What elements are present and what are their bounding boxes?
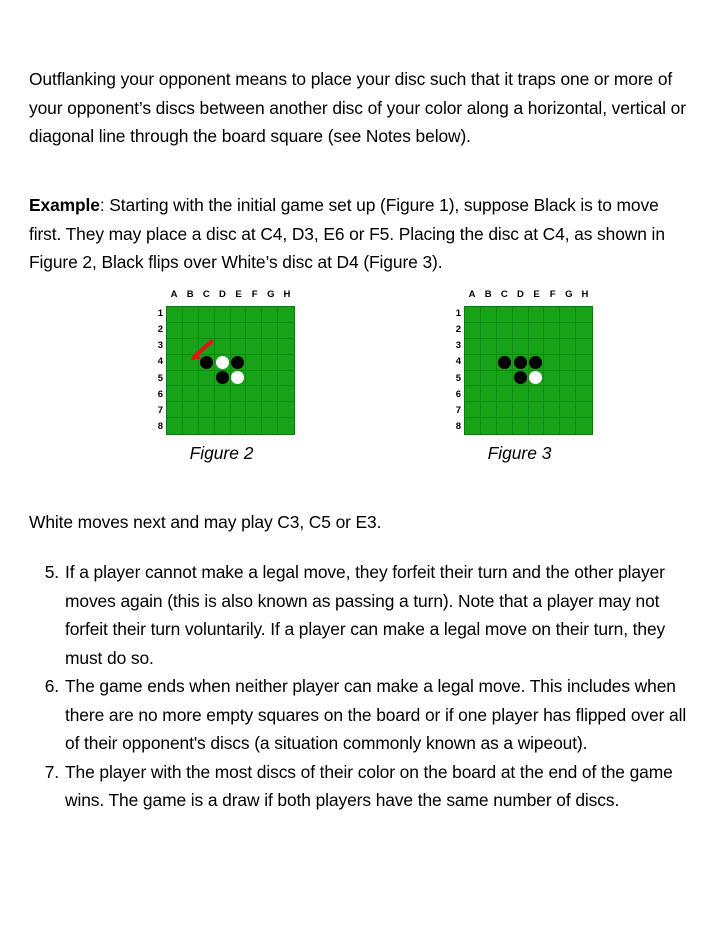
board-square — [246, 323, 262, 339]
board-square — [262, 339, 278, 355]
board-square — [215, 418, 231, 434]
board-square — [497, 386, 513, 402]
board-square — [262, 402, 278, 418]
board-square — [513, 339, 529, 355]
board-square — [513, 355, 529, 371]
row-label: 6 — [455, 388, 461, 400]
board-square — [183, 371, 199, 387]
rule-item — [29, 758, 693, 815]
board-square — [262, 323, 278, 339]
column-label: F — [549, 289, 556, 300]
rule-number: 7. — [44, 761, 59, 782]
board-square — [278, 402, 294, 418]
board-square — [576, 323, 592, 339]
column-label: F — [251, 289, 258, 300]
column-label: B — [186, 289, 194, 300]
figure-2-row-labels — [148, 306, 163, 435]
board-square — [465, 355, 481, 371]
board-square — [183, 418, 199, 434]
black-disc — [498, 356, 511, 369]
othello-board-figure-3 — [464, 306, 593, 435]
board-square — [262, 355, 278, 371]
board-square — [576, 418, 592, 434]
board-square — [465, 386, 481, 402]
rule-item — [29, 558, 693, 672]
board-square — [529, 339, 545, 355]
board-square — [560, 307, 576, 323]
board-square — [465, 339, 481, 355]
board-square — [465, 418, 481, 434]
white-disc — [231, 371, 244, 384]
board-square — [513, 307, 529, 323]
board-square — [560, 386, 576, 402]
board-square — [560, 371, 576, 387]
row-label: 3 — [157, 340, 163, 352]
column-label: C — [202, 289, 210, 300]
board-square — [215, 402, 231, 418]
board-square — [246, 418, 262, 434]
board-square — [215, 371, 231, 387]
board-square — [513, 323, 529, 339]
board-square — [576, 307, 592, 323]
board-square — [246, 371, 262, 387]
board-square — [576, 371, 592, 387]
board-square — [262, 371, 278, 387]
board-square — [167, 371, 183, 387]
row-label: 4 — [157, 356, 163, 368]
column-label: G — [267, 289, 275, 300]
board-square — [262, 418, 278, 434]
board-square — [465, 402, 481, 418]
row-label: 2 — [157, 324, 163, 336]
row-label: 7 — [157, 404, 163, 416]
board-square — [183, 323, 199, 339]
board-square — [199, 339, 215, 355]
board-square — [246, 355, 262, 371]
board-square — [167, 386, 183, 402]
rule-number: 6. — [44, 676, 59, 696]
board-square — [183, 339, 199, 355]
board-square — [481, 402, 497, 418]
figure-2-column-labels — [166, 288, 295, 304]
board-square — [544, 418, 560, 434]
row-label: 2 — [455, 324, 461, 336]
board-square — [465, 371, 481, 387]
board-square — [529, 418, 545, 434]
board-square — [199, 307, 215, 323]
rule-item — [29, 672, 693, 758]
board-square — [278, 386, 294, 402]
black-disc — [231, 356, 244, 369]
column-label: A — [468, 289, 476, 300]
board-square — [544, 339, 560, 355]
board-square — [529, 402, 545, 418]
board-square — [246, 307, 262, 323]
row-label: 1 — [157, 308, 163, 319]
board-square — [215, 355, 231, 371]
board-square — [529, 323, 545, 339]
rule-text: The player with the most discs of their color on the board at the end of the game wins. The game is a draw if both players have the same number of discs. — [65, 761, 673, 810]
black-disc — [216, 371, 229, 384]
board-square — [544, 386, 560, 402]
board-square — [497, 402, 513, 418]
board-square — [231, 418, 247, 434]
figure-2 — [148, 288, 295, 463]
board-square — [560, 418, 576, 434]
rule-number: 5. — [44, 562, 59, 582]
board-square — [560, 339, 576, 355]
board-square — [544, 371, 560, 387]
column-label: B — [484, 289, 492, 300]
board-square — [278, 339, 294, 355]
board-square — [497, 339, 513, 355]
othello-board-figure-2 — [166, 306, 295, 435]
board-square — [497, 371, 513, 387]
board-square — [481, 386, 497, 402]
figure-3-row-labels — [446, 306, 461, 435]
board-square — [246, 339, 262, 355]
board-square — [231, 307, 247, 323]
figures-row — [0, 288, 720, 478]
board-square — [576, 402, 592, 418]
row-label: 8 — [455, 420, 461, 432]
black-disc — [529, 356, 542, 369]
board-square — [262, 386, 278, 402]
board-square — [481, 339, 497, 355]
white-disc — [216, 356, 229, 369]
board-square — [481, 323, 497, 339]
board-square — [278, 371, 294, 387]
board-square — [544, 323, 560, 339]
board-square — [497, 323, 513, 339]
paragraph-example — [29, 191, 693, 277]
board-square — [544, 402, 560, 418]
column-label: D — [219, 289, 226, 300]
rules-list — [29, 558, 693, 815]
board-square — [529, 371, 545, 387]
example-label: Example — [29, 195, 100, 216]
row-label: 7 — [455, 404, 461, 416]
board-square — [183, 386, 199, 402]
board-square — [167, 307, 183, 323]
column-label: E — [235, 289, 242, 300]
black-disc — [200, 356, 213, 369]
board-square — [576, 339, 592, 355]
figure-2-board-wrap — [148, 288, 295, 435]
board-square — [199, 323, 215, 339]
board-square — [465, 307, 481, 323]
board-square — [513, 371, 529, 387]
column-label: G — [565, 289, 573, 300]
board-square — [529, 386, 545, 402]
board-square — [183, 307, 199, 323]
board-square — [246, 386, 262, 402]
board-square — [167, 355, 183, 371]
row-label: 3 — [455, 340, 461, 352]
board-square — [529, 355, 545, 371]
board-square — [481, 418, 497, 434]
board-square — [560, 323, 576, 339]
paragraph-outflanking: Outflanking your opponent means to place your disc such that it traps one or more of your opponent’s discs between another disc of your color along a horizontal, vertical or diagonal line through the board square (see Notes below). — [29, 69, 686, 147]
board-square — [481, 371, 497, 387]
board-square — [199, 402, 215, 418]
column-label: E — [533, 289, 540, 300]
board-square — [278, 307, 294, 323]
figure-3-caption: Figure 3 — [487, 443, 552, 463]
board-square — [215, 323, 231, 339]
paragraph-white-moves: White moves next and may play C3, C5 or E3. — [29, 512, 382, 533]
board-square — [183, 402, 199, 418]
board-square — [544, 307, 560, 323]
board-square — [278, 355, 294, 371]
board-square — [560, 402, 576, 418]
figure-3-column-labels — [464, 288, 593, 304]
board-square — [529, 307, 545, 323]
board-square — [167, 418, 183, 434]
board-square — [576, 355, 592, 371]
board-square — [576, 386, 592, 402]
board-square — [278, 418, 294, 434]
board-square — [544, 355, 560, 371]
row-label: 8 — [157, 420, 163, 432]
board-square — [481, 307, 497, 323]
row-label: 5 — [157, 372, 163, 384]
column-label: H — [283, 289, 291, 300]
board-square — [199, 418, 215, 434]
board-square — [513, 402, 529, 418]
board-square — [231, 371, 247, 387]
rule-text: The game ends when neither player can make a legal move. This includes when there are no more empty squares on the board or if one player has flipped over all of their opponent's discs (a situation commonly known as a wipeout). — [65, 676, 687, 753]
board-square — [246, 402, 262, 418]
board-square — [481, 355, 497, 371]
board-square — [465, 323, 481, 339]
board-square — [497, 418, 513, 434]
figure-3-board-wrap — [446, 288, 593, 435]
board-square — [231, 339, 247, 355]
row-label: 6 — [157, 388, 163, 400]
row-label: 4 — [455, 356, 461, 368]
rule-text: If a player cannot make a legal move, they forfeit their turn and the other player moves again (this is also known as passing a turn). Note that a player may not forfeit their turn voluntarily. If a player can make a legal move on their turn, they must do so. — [65, 562, 666, 668]
board-square — [513, 418, 529, 434]
column-label: C — [500, 289, 508, 300]
black-disc — [514, 356, 527, 369]
board-square — [231, 386, 247, 402]
board-square — [278, 323, 294, 339]
board-square — [215, 339, 231, 355]
board-square — [215, 386, 231, 402]
board-square — [215, 307, 231, 323]
row-label: 1 — [455, 308, 461, 319]
row-label: 5 — [455, 372, 461, 384]
white-disc — [529, 371, 542, 384]
figure-3 — [446, 288, 593, 463]
column-label: H — [581, 289, 589, 300]
board-square — [231, 402, 247, 418]
board-square — [497, 307, 513, 323]
column-label: D — [517, 289, 524, 300]
board-square — [199, 355, 215, 371]
board-square — [231, 355, 247, 371]
board-square — [167, 402, 183, 418]
board-square — [199, 386, 215, 402]
example-body: : Starting with the initial game set up (Figure 1), suppose Black is to move first. They may place a disc at C4, D3, E6 or F5. Placing the disc at C4, as shown in Figure 2, Black flips over White’s disc at D4 (Figure 3). — [29, 195, 665, 273]
board-square — [262, 307, 278, 323]
black-disc — [514, 371, 527, 384]
board-square — [199, 371, 215, 387]
board-square — [497, 355, 513, 371]
board-square — [167, 339, 183, 355]
column-label: A — [170, 289, 178, 300]
figure-2-caption: Figure 2 — [189, 443, 254, 463]
board-square — [560, 355, 576, 371]
board-square — [231, 323, 247, 339]
board-square — [513, 386, 529, 402]
board-square — [167, 323, 183, 339]
board-square — [183, 355, 199, 371]
